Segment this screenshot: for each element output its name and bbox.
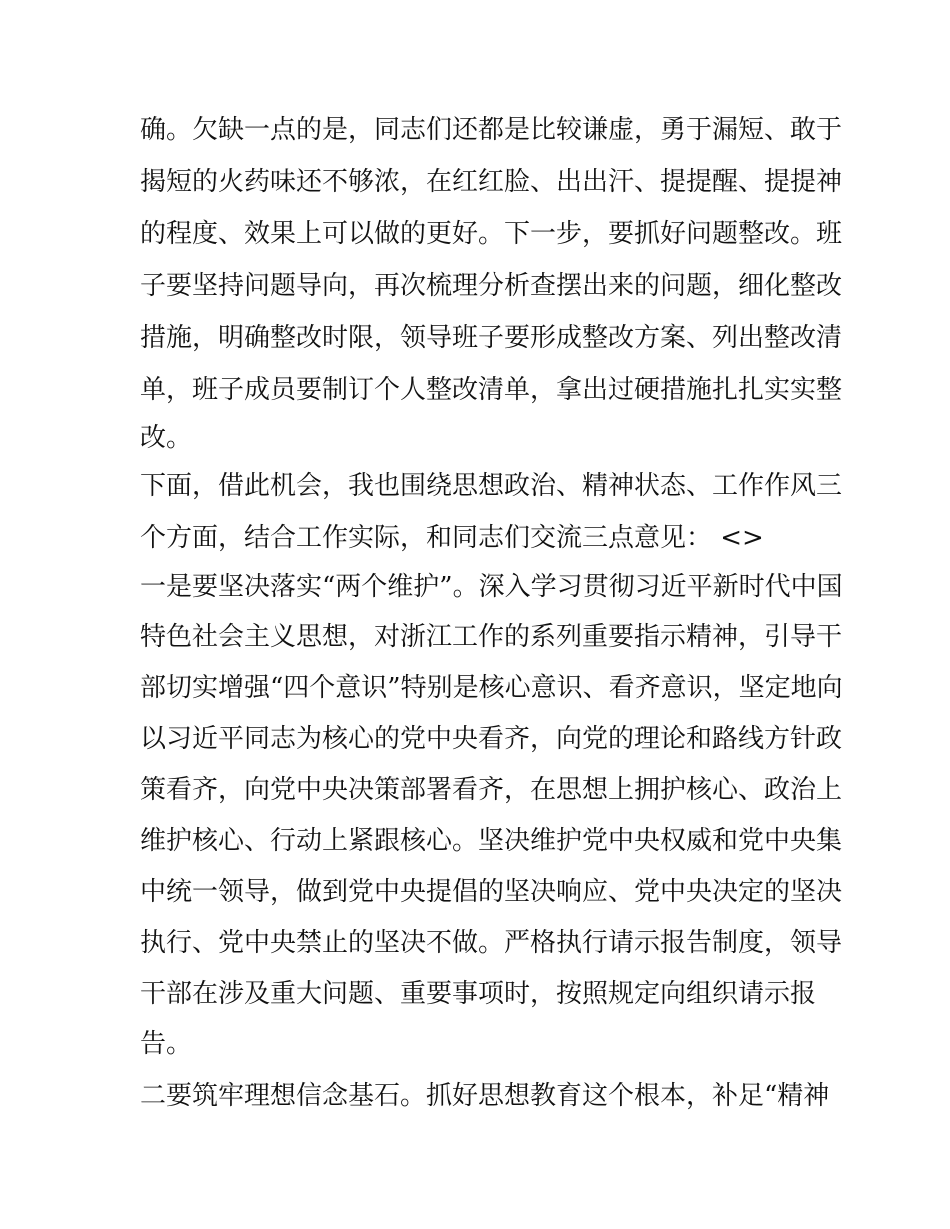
paragraph-2-line-2: 个方面，结合工作实际，和同志们交流三点意见： <> [140,523,764,553]
paragraph-3-line-3: 部切实增强“四个意识”特别是核心意识、看齐意识，坚定地向 [140,673,843,703]
paragraph-3-line-4: 以习近平同志为核心的党中央看齐，向党的理论和路线方针政 [140,724,843,754]
paragraph-1-line-1: 确。欠缺一点的是，同志们还都是比较谦虚，勇于漏短、敢于 [140,115,843,145]
paragraph-3-line-2: 特色社会主义思想，对浙江工作的系列重要指示精神，引导干 [140,622,843,652]
paragraph-2-line-1: 下面，借此机会，我也围绕思想政治、精神状态、工作作风三 [140,471,843,501]
paragraph-3-line-9: 干部在涉及重大问题、重要事项时，按照规定向组织请示报 [140,979,817,1009]
paragraph-1-line-5: 措施，明确整改时限，领导班子要形成整改方案、列出整改清 [140,323,843,353]
paragraph-1-line-3: 的程度、效果上可以做的更好。下一步，要抓好问题整改。班 [140,219,843,249]
paragraph-3-line-1: 一是要坚决落实“两个维护”。深入学习贯彻习近平新时代中国 [140,572,843,602]
paragraph-3-line-5: 策看齐，向党中央决策部署看齐，在思想上拥护核心、政治上 [140,775,843,805]
paragraph-3-line-8: 执行、党中央禁止的坚决不做。严格执行请示报告制度，领导 [140,928,843,958]
paragraph-1-line-4: 子要坚持问题导向，再次梳理分析查摆出来的问题，细化整改 [140,271,843,301]
paragraph-3-line-6: 维护核心、行动上紧跟核心。坚决维护党中央权威和党中央集 [140,826,843,856]
paragraph-1-line-2: 揭短的火药味还不够浓，在红红脸、出出汗、提提醒、提提神 [140,167,843,197]
paragraph-4-line-1: 二要筑牢理想信念基石。抓好思想教育这个根本，补足“精神 [140,1081,830,1111]
paragraph-3-line-7: 中统一领导，做到党中央提倡的坚决响应、党中央决定的坚决 [140,877,843,907]
paragraph-3-line-10: 告。 [140,1029,193,1059]
paragraph-1-line-7: 改。 [140,423,193,453]
paragraph-1-line-6: 单，班子成员要制订个人整改清单，拿出过硬措施扎扎实实整 [140,375,843,405]
